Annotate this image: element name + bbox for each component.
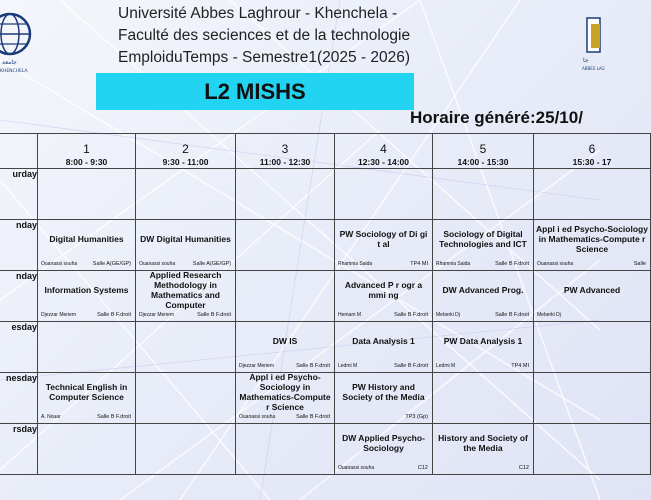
timetable-cell: [236, 271, 335, 322]
timetable-cell: [236, 424, 335, 475]
course-title: PW History and Society of the Media: [342, 382, 425, 402]
timetable-cell: [236, 220, 335, 271]
room-name: Salle B F.droit: [394, 312, 428, 318]
course-title: DW Advanced Prog.: [442, 285, 524, 295]
table-row: [0, 169, 651, 220]
room-name: Salle B F.droit: [495, 312, 529, 318]
room-name: Salle B F.droit: [97, 414, 131, 420]
timetable-cell: [433, 169, 534, 220]
timetable-cell: [335, 271, 433, 322]
room-name: Salle B F.droit: [394, 363, 428, 369]
room-name: C12: [518, 465, 529, 471]
column-header: [236, 134, 335, 169]
svg-text:ABBES LAG: ABBES LAG: [582, 66, 605, 71]
timetable-cell: [236, 373, 335, 424]
table-row: [0, 271, 651, 322]
day-label: nesday: [0, 373, 38, 424]
column-header: [433, 134, 534, 169]
course-title: DW Applied Psycho-Sociology: [342, 433, 425, 453]
room-name: Salle A(GE/GP): [92, 261, 131, 267]
teacher-name: Rhamnia Saida: [436, 261, 471, 267]
slot-number: 1: [83, 142, 90, 156]
course-title: [138, 373, 233, 411]
slot-number: 2: [182, 142, 189, 156]
course-title: [40, 424, 133, 462]
teacher-name: Ouanassi souha: [239, 414, 276, 420]
course-title: Appl i ed Psycho-Sociology in Mathematics-Compute r Science: [536, 224, 648, 254]
course-title: [435, 373, 531, 411]
timetable-cell: [335, 169, 433, 220]
timetable-cell: [136, 220, 236, 271]
teacher-name: Djezzar Meriem: [139, 312, 175, 318]
room-name: Salle: [633, 261, 646, 267]
corner-header: [0, 134, 38, 169]
column-header: [335, 134, 433, 169]
course-title: [40, 169, 133, 207]
table-row: [0, 220, 651, 271]
timetable-cell: [335, 322, 433, 373]
room-name: Salle B F.droit: [296, 414, 330, 420]
slot-number: 3: [281, 142, 289, 156]
timetable-cell: [534, 271, 651, 322]
timetable-cell: [534, 220, 651, 271]
slot-time: 15:30 - 17: [572, 157, 612, 167]
course-title: Applied Research Methodology in Mathematics and Computer: [149, 270, 222, 310]
course-title: [238, 220, 332, 258]
room-name: TP3 (Gp): [405, 414, 428, 420]
slot-time: 9:30 - 11:00: [162, 157, 209, 167]
timetable-cell: [534, 169, 651, 220]
timetable-cell: [335, 220, 433, 271]
course-title: [536, 424, 648, 462]
day-label: nday: [0, 220, 38, 271]
room-name: Salle B F.droit: [495, 261, 529, 267]
table-row: [0, 322, 651, 373]
course-title: History and Society of the Media: [438, 433, 528, 453]
slot-number: 5: [479, 142, 487, 156]
timetable-cell: [534, 373, 651, 424]
table-row: [0, 373, 651, 424]
course-title: PW Sociology of Di gi t al: [339, 229, 428, 249]
room-name: Salle B F.droit: [296, 363, 330, 369]
room-name: TP4 MI: [410, 261, 428, 267]
timetable-cell: [38, 424, 136, 475]
teacher-name: A. Nouar: [41, 414, 61, 420]
slot-time: 8:00 - 9:30: [65, 157, 108, 167]
timetable-cell: [236, 322, 335, 373]
day-label: nday: [0, 271, 38, 322]
teacher-name: Hemam M: [338, 312, 362, 318]
course-title: [138, 322, 233, 360]
course-title: PW Data Analysis 1: [443, 336, 523, 346]
timetable-cell: [534, 322, 651, 373]
slot-time: 14:00 - 15:30: [457, 157, 509, 167]
course-title: Information Systems: [44, 285, 129, 295]
timetable-cell: [38, 271, 136, 322]
course-title: [435, 169, 531, 207]
teacher-name: Ouanassi souha: [338, 465, 375, 471]
course-title: [138, 424, 233, 462]
class-name: L2 MISHS: [204, 78, 306, 104]
timetable-cell: [433, 271, 534, 322]
column-header: [136, 134, 236, 169]
course-title: PW Advanced: [563, 285, 621, 295]
svg-text:جا: جا: [583, 57, 589, 64]
day-label: esday: [0, 322, 38, 373]
faculty-logo: [582, 14, 605, 74]
teacher-name: Meberki Dj: [436, 312, 460, 318]
timetable-cell: [335, 424, 433, 475]
course-title: [40, 322, 133, 360]
timetable-cell: [136, 373, 236, 424]
class-banner: [96, 73, 414, 110]
teacher-name: Djezzar Meriem: [239, 363, 275, 369]
room-name: C12: [417, 465, 428, 471]
column-header: [38, 134, 136, 169]
course-title: Data Analysis 1: [352, 336, 415, 346]
svg-text:جامعة: جامعة: [2, 59, 17, 66]
timetable-cell: [38, 373, 136, 424]
course-title: DW IS: [272, 336, 298, 346]
course-title: [536, 373, 648, 411]
slot-number: 4: [380, 142, 387, 156]
timetable-cell: [136, 169, 236, 220]
course-title: [536, 169, 648, 207]
timetable-cell: [38, 169, 136, 220]
faculty-name: Faculté des seciences et de la technologie: [118, 27, 411, 44]
column-header: [534, 134, 651, 169]
room-name: Salle A(GE/GP): [192, 261, 231, 267]
svg-text:KHENCHELA: KHENCHELA: [0, 69, 28, 74]
timetable-cell: [335, 373, 433, 424]
teacher-name: Ouanassi souha: [139, 261, 176, 267]
course-title: [337, 169, 430, 207]
timetable-cell: [534, 424, 651, 475]
timetable: [0, 133, 651, 475]
timetable-cell: [136, 322, 236, 373]
slot-number: 6: [588, 142, 596, 156]
course-title: Technical English in Computer Science: [45, 382, 128, 402]
course-title: [138, 169, 233, 207]
course-title: Advanced P r ogr a mmi ng: [344, 280, 423, 300]
teacher-name: Rhamnia Saida: [338, 261, 373, 267]
slot-time: 12:30 - 14:00: [357, 157, 410, 167]
teacher-name: Ouanassi souha: [41, 261, 78, 267]
university-logo: [0, 8, 40, 78]
course-title: [238, 169, 332, 207]
course-title: DW Digital Humanities: [140, 234, 231, 244]
timetable-cell: [38, 322, 136, 373]
timetable-cell: [433, 373, 534, 424]
university-name: Université Abbes Laghrour - Khenchela -: [118, 5, 398, 22]
course-title: Digital Humanities: [49, 234, 124, 244]
room-name: Salle B F.droit: [97, 312, 131, 318]
teacher-name: Djezzar Meriem: [41, 312, 77, 318]
course-title: [238, 424, 332, 462]
course-title: Sociology of Digital Technologies and ICT: [439, 229, 527, 249]
timetable-cell: [433, 220, 534, 271]
day-label: rsday: [0, 424, 38, 475]
timetable-title: EmploiduTemps - Semestre1(2025 - 2026): [118, 49, 411, 66]
timetable-cell: [236, 169, 335, 220]
teacher-name: Ledmi M: [338, 363, 358, 369]
slot-time: 11:00 - 12:30: [259, 157, 311, 167]
teacher-name: Ouanassi souha: [537, 261, 574, 267]
course-title: [238, 271, 332, 309]
timetable-cell: [136, 271, 236, 322]
room-name: Salle B F.droit: [197, 312, 231, 318]
timetable-cell: [38, 220, 136, 271]
room-name: TP4 MI: [511, 363, 529, 369]
timetable-cell: [433, 322, 534, 373]
course-title: Appl i ed Psycho-Sociology in Mathematics-Compute r Science: [239, 372, 331, 412]
teacher-name: Meberki Dj: [537, 312, 561, 318]
generated-date: Horaire généré:25/10/: [410, 108, 583, 127]
day-label: urday: [0, 169, 38, 220]
timetable-cell: [433, 424, 534, 475]
teacher-name: Ledmi M: [436, 363, 456, 369]
course-title: [536, 322, 648, 360]
table-row: [0, 424, 651, 475]
timetable-cell: [136, 424, 236, 475]
